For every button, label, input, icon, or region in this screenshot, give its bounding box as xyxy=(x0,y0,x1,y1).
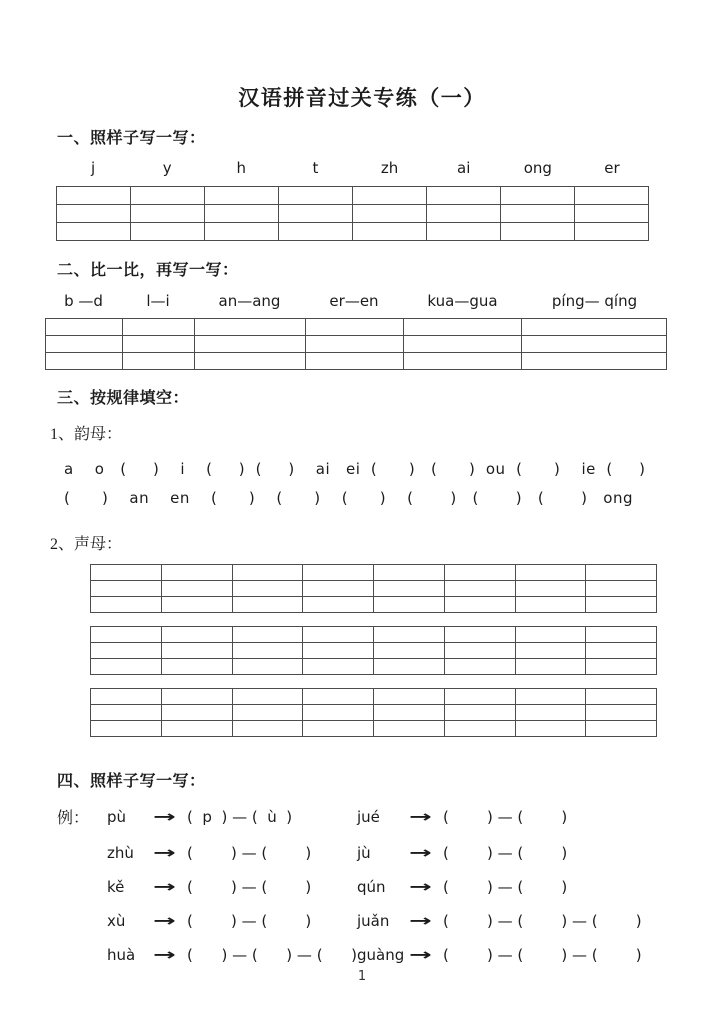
writing-cell xyxy=(279,187,353,205)
writing-cell xyxy=(91,689,162,705)
writing-cell xyxy=(586,721,657,737)
initials-writing-table-1 xyxy=(90,564,657,613)
writing-cell xyxy=(161,581,232,597)
writing-cell xyxy=(374,581,445,597)
writing-cell xyxy=(374,643,445,659)
writing-cell xyxy=(303,643,374,659)
syllable: kě xyxy=(107,877,125,896)
writing-cell xyxy=(303,581,374,597)
writing-cell xyxy=(403,353,522,370)
section1-heading: 一、照样子写一写： xyxy=(57,130,206,147)
writing-cell xyxy=(91,597,162,613)
syllable: pù xyxy=(107,807,127,826)
writing-cell xyxy=(303,565,374,581)
writing-cell xyxy=(444,581,515,597)
writing-cell xyxy=(501,187,575,205)
writing-cell xyxy=(161,689,232,705)
writing-cell xyxy=(91,705,162,721)
syllable: xù xyxy=(107,911,126,930)
writing-cell xyxy=(515,597,586,613)
writing-cell xyxy=(427,205,501,223)
writing-cell xyxy=(515,581,586,597)
arrow-right-icon: → xyxy=(153,945,176,964)
answer-blanks: ( ) — ( ) xyxy=(187,877,312,896)
writing-cell xyxy=(586,627,657,643)
writing-cell xyxy=(501,205,575,223)
finals-sublabel: 1、韵母： xyxy=(50,426,123,443)
writing-cell xyxy=(232,597,303,613)
writing-cell xyxy=(427,223,501,241)
writing-cell xyxy=(501,223,575,241)
sample-letter: ai xyxy=(457,159,471,177)
exercise-row xyxy=(57,945,667,964)
exercise-row xyxy=(57,911,667,930)
writing-cell xyxy=(205,223,279,241)
writing-cell xyxy=(232,705,303,721)
syllable: jù xyxy=(357,843,371,862)
writing-cell xyxy=(515,565,586,581)
writing-cell xyxy=(374,721,445,737)
section2-writing-table xyxy=(45,318,667,370)
writing-cell xyxy=(91,627,162,643)
writing-cell xyxy=(57,205,131,223)
syllable: guàng xyxy=(357,945,405,964)
writing-cell xyxy=(303,689,374,705)
writing-cell xyxy=(515,721,586,737)
initials-writing-table-3 xyxy=(90,688,657,737)
writing-cell xyxy=(303,627,374,643)
arrow-right-icon: → xyxy=(409,807,432,826)
arrow-right-icon: → xyxy=(153,807,176,826)
answer-blanks: ( ) — ( ) xyxy=(443,877,568,896)
writing-cell xyxy=(161,643,232,659)
writing-cell xyxy=(374,705,445,721)
writing-cell xyxy=(161,659,232,675)
writing-cell xyxy=(123,319,195,336)
writing-cell xyxy=(161,627,232,643)
writing-cell xyxy=(575,223,649,241)
syllable: jué xyxy=(357,807,380,826)
writing-cell xyxy=(91,659,162,675)
example-label: 例： xyxy=(57,808,90,827)
writing-cell xyxy=(515,705,586,721)
writing-cell xyxy=(522,353,667,370)
writing-cell xyxy=(586,689,657,705)
writing-cell xyxy=(303,597,374,613)
writing-cell xyxy=(586,643,657,659)
sample-letter: h xyxy=(236,159,247,177)
writing-cell xyxy=(195,336,306,353)
writing-cell xyxy=(515,643,586,659)
writing-cell xyxy=(161,705,232,721)
syllable: juǎn xyxy=(357,911,390,930)
section2-heading: 二、比一比，再写一写： xyxy=(57,262,239,279)
exercise-row xyxy=(57,805,667,828)
syllable: zhù xyxy=(107,843,134,862)
writing-cell xyxy=(57,187,131,205)
writing-cell xyxy=(232,721,303,737)
writing-cell xyxy=(91,721,162,737)
writing-cell xyxy=(444,627,515,643)
writing-cell xyxy=(586,705,657,721)
writing-cell xyxy=(444,597,515,613)
writing-cell xyxy=(123,336,195,353)
writing-cell xyxy=(353,205,427,223)
writing-cell xyxy=(586,597,657,613)
writing-cell xyxy=(403,336,522,353)
writing-cell xyxy=(353,187,427,205)
writing-cell xyxy=(427,187,501,205)
writing-cell xyxy=(131,223,205,241)
writing-cell xyxy=(444,689,515,705)
writing-cell xyxy=(161,597,232,613)
writing-cell xyxy=(195,353,306,370)
arrow-right-icon: → xyxy=(153,843,176,862)
answer-blanks: ( ) — ( ) — ( ) xyxy=(443,945,642,964)
writing-cell xyxy=(444,565,515,581)
writing-cell xyxy=(515,689,586,705)
writing-cell xyxy=(46,353,123,370)
sample-letter: j xyxy=(90,159,96,177)
arrow-right-icon: → xyxy=(153,911,176,930)
writing-cell xyxy=(91,643,162,659)
writing-cell xyxy=(522,319,667,336)
writing-cell xyxy=(232,627,303,643)
page-number: 1 xyxy=(357,969,367,984)
writing-cell xyxy=(374,627,445,643)
exercise-row xyxy=(57,843,667,862)
arrow-right-icon: → xyxy=(409,843,432,862)
writing-cell xyxy=(303,705,374,721)
compare-pair: an—ang xyxy=(218,292,281,310)
writing-cell xyxy=(515,659,586,675)
answer-blanks: ( ) — ( ) xyxy=(443,843,568,862)
answer-blanks: ( p ) — ( ù ) xyxy=(187,807,293,826)
writing-cell xyxy=(586,565,657,581)
syllable: qún xyxy=(357,877,386,896)
writing-cell xyxy=(205,187,279,205)
writing-cell xyxy=(374,565,445,581)
arrow-right-icon: → xyxy=(409,877,432,896)
writing-cell xyxy=(303,721,374,737)
compare-pair: er—en xyxy=(329,292,379,310)
exercise-row xyxy=(57,877,667,896)
section3-heading: 三、按规律填空： xyxy=(57,390,190,407)
writing-cell xyxy=(303,659,374,675)
writing-cell xyxy=(123,353,195,370)
answer-blanks: ( ) — ( ) — ( ) xyxy=(187,945,358,964)
writing-cell xyxy=(374,597,445,613)
writing-cell xyxy=(205,205,279,223)
section1-writing-table xyxy=(56,186,649,241)
writing-cell xyxy=(279,205,353,223)
initials-writing-table-2 xyxy=(90,626,657,675)
sample-letter: er xyxy=(604,159,620,177)
finals-fill-line-1: a o ( ) i ( ) ( ) ai ei ( ) ( ) ou ( ) ie ( ) xyxy=(64,460,646,478)
writing-cell xyxy=(444,721,515,737)
writing-cell xyxy=(161,565,232,581)
sample-letter: ong xyxy=(523,159,552,177)
writing-cell xyxy=(232,643,303,659)
answer-blanks: ( ) — ( ) xyxy=(443,807,568,826)
finals-fill-line-2: ( ) an en ( ) ( ) ( ) ( ) ( ) ( ) ong xyxy=(64,489,633,507)
answer-blanks: ( ) — ( ) — ( ) xyxy=(443,911,642,930)
writing-cell xyxy=(57,223,131,241)
writing-cell xyxy=(374,659,445,675)
syllable: huà xyxy=(107,945,136,964)
writing-cell xyxy=(586,659,657,675)
arrow-right-icon: → xyxy=(153,877,176,896)
section1-sample-letters xyxy=(56,159,649,177)
arrow-right-icon: → xyxy=(409,911,432,930)
sample-letter: y xyxy=(162,159,172,177)
sample-letter: t xyxy=(312,159,319,177)
writing-cell xyxy=(91,581,162,597)
writing-cell xyxy=(586,581,657,597)
writing-cell xyxy=(46,319,123,336)
writing-cell xyxy=(305,336,403,353)
writing-cell xyxy=(444,659,515,675)
section2-compare-pairs xyxy=(45,292,667,310)
writing-cell xyxy=(515,627,586,643)
writing-cell xyxy=(279,223,353,241)
answer-blanks: ( ) — ( ) xyxy=(187,843,312,862)
compare-pair: kua—gua xyxy=(427,292,498,310)
writing-cell xyxy=(91,565,162,581)
compare-pair: píng— qíng xyxy=(551,292,638,310)
writing-cell xyxy=(195,319,306,336)
writing-cell xyxy=(444,705,515,721)
section4-heading: 四、照样子写一写： xyxy=(57,773,206,790)
page-title: 汉语拼音过关专练（一） xyxy=(238,87,486,110)
writing-cell xyxy=(232,659,303,675)
sample-letter: zh xyxy=(380,159,399,177)
compare-pair: l—i xyxy=(146,292,170,310)
writing-cell xyxy=(575,187,649,205)
writing-cell xyxy=(374,689,445,705)
compare-pair: b —d xyxy=(64,292,103,310)
writing-cell xyxy=(522,336,667,353)
writing-cell xyxy=(232,565,303,581)
writing-cell xyxy=(353,223,427,241)
initials-sublabel: 2、声母： xyxy=(50,536,123,553)
writing-cell xyxy=(305,353,403,370)
writing-cell xyxy=(131,205,205,223)
writing-cell xyxy=(161,721,232,737)
writing-cell xyxy=(232,581,303,597)
writing-cell xyxy=(444,643,515,659)
writing-cell xyxy=(575,205,649,223)
arrow-right-icon: → xyxy=(409,945,432,964)
writing-cell xyxy=(232,689,303,705)
writing-cell xyxy=(403,319,522,336)
writing-cell xyxy=(46,336,123,353)
writing-cell xyxy=(305,319,403,336)
writing-cell xyxy=(131,187,205,205)
answer-blanks: ( ) — ( ) xyxy=(187,911,312,930)
